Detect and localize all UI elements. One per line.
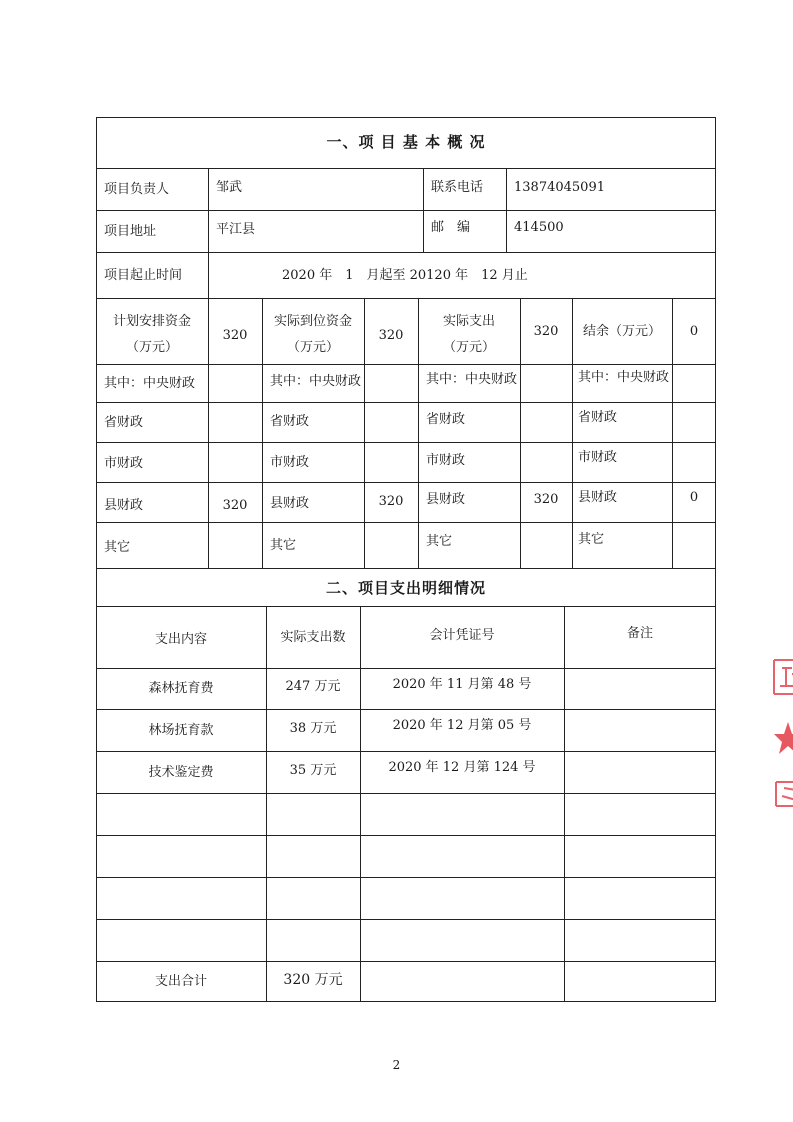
period-label: 项目起止时间 — [104, 268, 183, 283]
row-voucher: 2020 年 12 月第 124 号 — [388, 760, 536, 775]
funds-row-value: 320 — [222, 498, 248, 513]
form-border-top — [96, 117, 716, 118]
row-voucher: 2020 年 11 月第 48 号 — [392, 677, 532, 692]
funds-row-label: 市财政 — [578, 450, 618, 465]
funds-row-label: 省财政 — [578, 410, 618, 425]
balance-label: 结余（万元） — [582, 324, 661, 339]
header-voucher: 会计凭证号 — [429, 628, 495, 643]
total-label: 支出合计 — [154, 974, 207, 989]
row-content: 技术鉴定费 — [148, 765, 214, 780]
received-funds-value: 320 — [378, 328, 404, 343]
funds-row-label: 其它 — [104, 540, 131, 555]
funds-row-label: 省财政 — [270, 414, 310, 429]
received-funds-unit: （万元） — [286, 340, 339, 355]
funds-row-label: 其中：中央财政 — [578, 370, 670, 385]
balance-value: 0 — [689, 324, 699, 339]
funds-row-label: 县财政 — [578, 490, 618, 505]
funds-row-label: 县财政 — [426, 492, 466, 507]
phone-value: 13874045091 — [514, 180, 605, 195]
spent-funds-label: 实际支出 — [442, 314, 495, 329]
funds-row-label: 市财政 — [104, 456, 144, 471]
project-summary-form — [96, 117, 716, 1002]
spent-funds-unit: （万元） — [442, 340, 495, 355]
funds-row-label: 其它 — [426, 534, 453, 549]
planned-funds-label: 计划安排资金 — [112, 314, 191, 329]
address-value: 平江县 — [216, 222, 256, 237]
funds-row-value: 0 — [689, 490, 699, 505]
row-content: 森林抚育费 — [148, 681, 214, 696]
received-funds-label: 实际到位资金 — [273, 314, 352, 329]
row-amount: 247 万元 — [285, 679, 341, 694]
row-amount: 38 万元 — [289, 721, 337, 736]
funds-row-value: 320 — [378, 494, 404, 509]
header-amount: 实际支出数 — [280, 630, 346, 645]
postcode-label: 邮 编 — [431, 220, 471, 235]
total-value: 320 万元 — [283, 972, 343, 988]
header-content: 支出内容 — [154, 632, 207, 647]
page-number: 2 — [392, 1058, 401, 1072]
address-label: 项目地址 — [104, 224, 157, 239]
funds-row-label: 市财政 — [270, 455, 310, 470]
form-border-left — [96, 117, 97, 1002]
funds-row-label: 其它 — [270, 538, 297, 553]
leader-label: 项目负责人 — [104, 182, 170, 197]
row-voucher: 2020 年 12 月第 05 号 — [392, 718, 532, 733]
funds-row-label: 其中：中央财政 — [104, 376, 196, 391]
funds-row-label: 县财政 — [104, 498, 144, 513]
leader-value: 邹武 — [216, 180, 243, 195]
postcode-value: 414500 — [514, 220, 564, 235]
funds-row-label: 其中：中央财政 — [270, 374, 362, 389]
planned-funds-unit: （万元） — [125, 340, 178, 355]
funds-row-label: 省财政 — [104, 415, 144, 430]
spent-funds-value: 320 — [533, 324, 559, 339]
section1-title: 一、项 目 基 本 概 况 — [326, 133, 486, 151]
funds-row-label: 其它 — [578, 532, 605, 547]
funds-row-label: 省财政 — [426, 412, 466, 427]
funds-row-label: 其中：中央财政 — [426, 372, 518, 387]
row-amount: 35 万元 — [289, 763, 337, 778]
form-border-right — [715, 117, 716, 1002]
funds-row-label: 市财政 — [426, 453, 466, 468]
header-note: 备注 — [626, 626, 653, 641]
period-value: 2020 年 1 月起至 20120 年 12 月止 — [282, 268, 528, 283]
row-content: 林场抚育款 — [148, 723, 214, 738]
planned-funds-value: 320 — [222, 328, 248, 343]
section2-title: 二、项目支出明细情况 — [325, 579, 486, 597]
funds-row-value: 320 — [533, 492, 559, 507]
funds-row-label: 县财政 — [270, 496, 310, 511]
phone-label: 联系电话 — [431, 180, 484, 195]
official-seal-stamp — [762, 650, 793, 810]
form-border-bottom — [96, 1001, 716, 1002]
